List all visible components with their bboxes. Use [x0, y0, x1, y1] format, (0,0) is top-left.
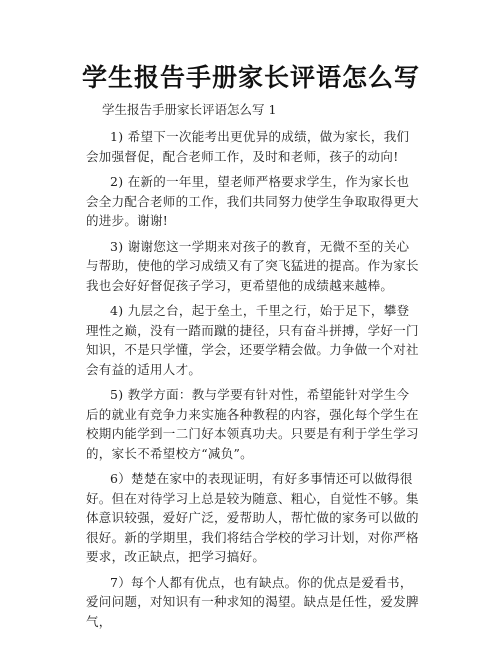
paragraph-2: 2) 在新的一年里，望老师严格要求学生，作为家长也会全力配合老师的工作，我们共同努力使学生争取取得更大的进步。谢谢! [86, 174, 419, 228]
paragraph-4: 4) 九层之台，起于垒土，千里之行，始于足下，攀登理性之巅，没有一踏而蹴的捷径，只有奋斗拼搏，学好一门知识，不是只学懂，学会，还要学精会做。力争做一个对社会有益的适用人才。 [86, 303, 419, 377]
paragraph-7: 7）每个人都有优点，也有缺点。你的优点是爱看书，爱问问题，对知识有一种求知的渴望。缺点是任性，爱发脾气， [86, 574, 419, 629]
paragraph-6: 6）楚楚在家中的表现证明，有好多事情还可以做得很好。但在对待学习上总是较为随意、粗心，自觉性不够。集体意识较强，爱好广泛，爱帮助人，帮忙做的家务可以做的很好。新的学期里，我们将结合学校的学习计划，对你严格要求，改正缺点，把学习搞好。 [86, 471, 419, 564]
paragraph-1: 1) 希望下一次能考出更优异的成绩，做为家长，我们会加强督促，配合老师工作，及时和老师，孩子的动向! [86, 129, 410, 164]
paragraph-5: 5) 教学方面：教与学要有针对性，希望能针对学生今后的就业有竞争力来实施各种教程的内容，强化每个学生在校期内能学到一二门好本领真功夫。只要是有利于学生学习的，家长不希望校方“减负”。 [86, 387, 419, 461]
paragraph-3: 3) 谢谢您这一学期来对孩子的教育，无微不至的关心与帮助，使他的学习成绩又有了突飞猛进的提高。作为家长我也会好好督促孩子学习，更希望他的成绩越来越棒。 [86, 238, 419, 293]
document-title: 学生报告手册家长评语怎么写 [81, 63, 420, 92]
document-body [86, 100, 422, 637]
document-subtitle: 学生报告手册家长评语怎么写 1 [102, 102, 277, 117]
